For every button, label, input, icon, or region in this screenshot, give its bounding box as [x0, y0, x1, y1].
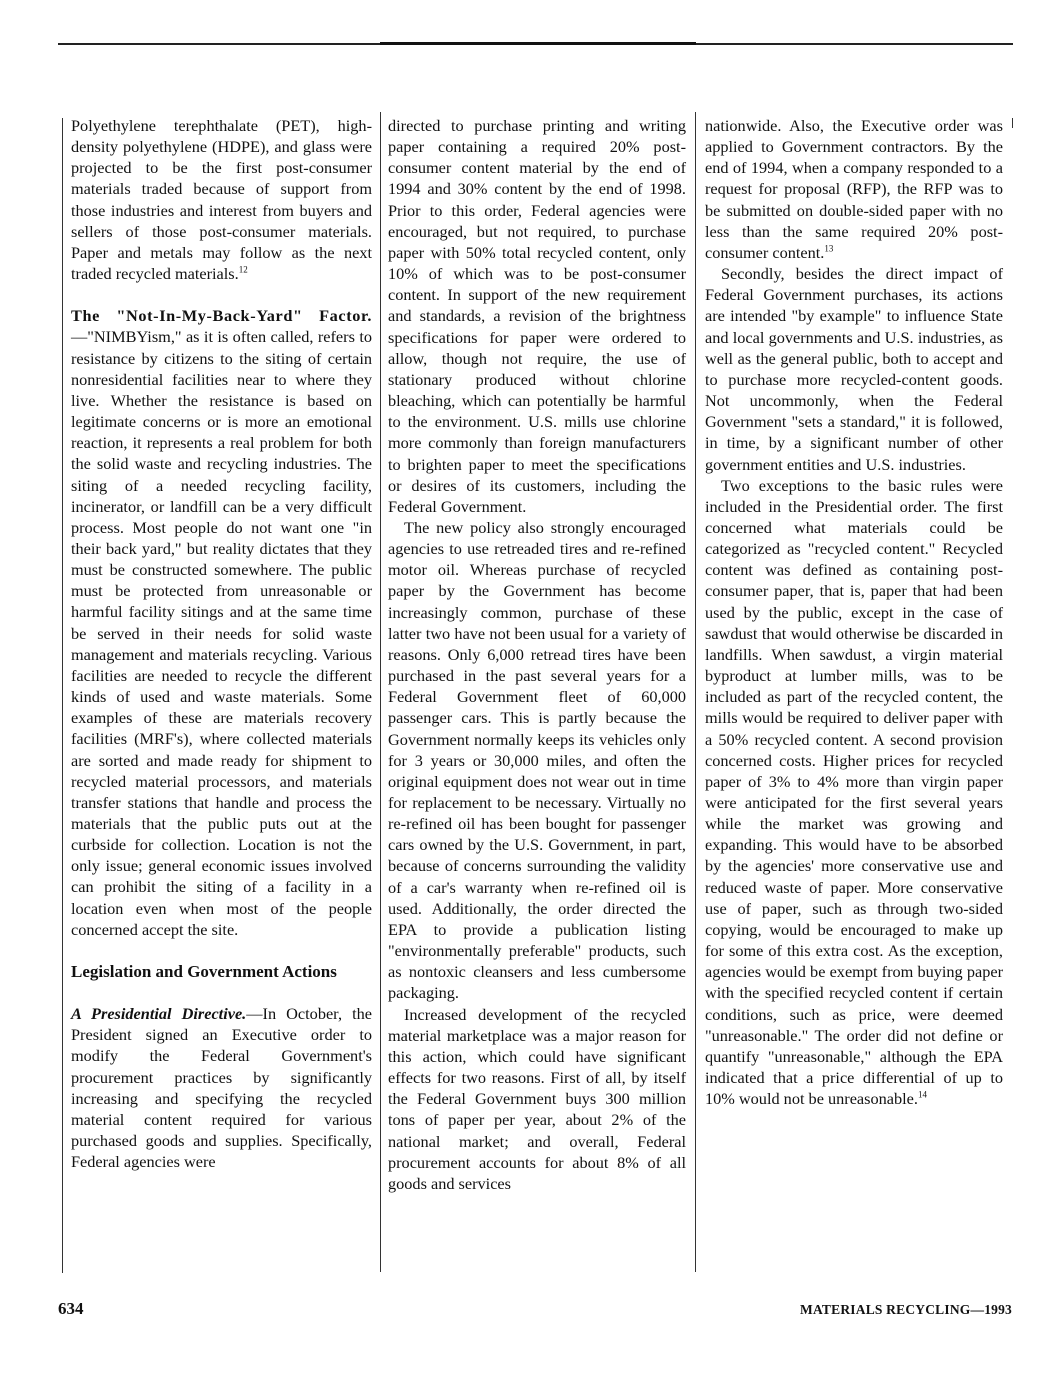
- section-title: Legislation and Government Actions: [71, 961, 337, 981]
- paragraph-marketplace: Increased development of the recycled material marketplace was a major reason for this action, which could have significant effects for two reasons. First of all, by itself the Federal Government buys 300 million tons of paper per year, about 2% of the national market; and overall, Federal procurement accounts for about 8% of all goods and services: [388, 1004, 686, 1193]
- directive-heading: A Presidential Directive.: [71, 1004, 247, 1024]
- column-1: [71, 115, 372, 1172]
- footnote-ref: 12: [238, 264, 248, 275]
- paragraph-contractors: nationwide. Also, the Executive order was applied to Government contractors. By the end of 1994, when a company responded to a request for proposal (RFP), the RFP was to be submitted on double-sided paper with no less than the same required 20% post-consumer content.$^{13}$: [705, 116, 1003, 262]
- column-divider-1: [380, 112, 381, 1272]
- column-3: [705, 115, 1003, 1109]
- paragraph-paper-content: directed to purchase printing and writing paper containing a required 20% post-consumer content material by the end of 1994 and 30% content by the end of 1998. Prior to this order, Federal agencies were encouraged, but not required, to purchase paper with 50% total recycled content, only 10% of which was to be post-consumer content. In support of the new requirement and standards, a revision of the brightness specifications for paper were ordered to allow, though not require, the use of stationary produced without chlorine bleaching, which can potentially be harmful to the environment. U.S. mills use chlorine more commonly than foreign manufacturers to brighten paper to meet the specifications or desires of its customers, including the Federal Government.: [388, 116, 686, 516]
- paragraph-nimby: [71, 305, 372, 940]
- column-divider-left: [62, 118, 63, 1273]
- paragraph-plastics-glass: Polyethylene terephthalate (PET), high-density polyethylene (HDPE), and glass were projected to be the first post-consumer materials traded because of support from those industries and interest from buyers and sellers of those post-consumer materials. Paper and metals may follow as the next traded recycled materials.$^{12}$: [71, 116, 372, 284]
- paragraph-by-example: Secondly, besides the direct impact of Federal Government purchases, its actions are intended "by example" to influence State and local governments and U.S. industries, as well as the general public, both to accept and to purchase more recycled-content goods. Not uncommonly, when the Federal Government "sets a standard," it is followed, in time, by a significant number of other government entities and U.S. industries.: [705, 264, 1003, 474]
- page-number: 634: [58, 1299, 84, 1318]
- paragraph-directive: [71, 1003, 372, 1172]
- nimby-heading: The "Not-In-My-Back-Yard" Factor.: [71, 306, 372, 326]
- column-divider-2: [695, 112, 696, 1272]
- column-2: [388, 115, 686, 1194]
- running-title: MATERIALS RECYCLING—1993: [800, 1302, 1012, 1317]
- footnote-ref: 14: [917, 1089, 927, 1100]
- column-divider-right: [1012, 118, 1013, 128]
- header-rule-accent: [380, 42, 696, 45]
- footnote-ref: 13: [824, 243, 834, 254]
- nimby-body: —"NIMBYism," as it is often called, refers to resistance by citizens to the siting of certain nonresidential facilities near to where they live. Whether the resistance is based on legitimate concerns or is more an emotional reaction, it represents a real problem for both the solid waste and recycling industries. The siting of a needed recycling facility, incinerator, or landfill can be a very difficult process. Most people do not want one "in their back yard," but reality dictates that they must be constructed somewhere. The public must be protected from unreasonable or harmful facility sitings and at the same time be served in their needs for solid waste management and materials recycling. Various facilities are needed to recycle the different kinds of used and waste materials. Some examples of these are materials recovery facilities (MRF's), where collected materials are sorted and made ready for shipment to recycled material processors, and materials transfer stations that handle and process the materials that the public puts out at the curbside for collection. Location is not the only issue; general economic issues involved can prohibit the siting of a facility in a location even when most of the people concerned accept the site.: [71, 327, 372, 939]
- paragraph-tires-oil: The new policy also strongly encouraged agencies to use retreaded tires and re-refined motor oil. Whereas purchase of recycled paper by the Government has become increasingly common, purchase of these latter two have not been usual for a variety of reasons. Only 6,000 retread tires have been purchased in the past several years for a Federal Government fleet of 60,000 passenger cars. This is partly because the Government normally keeps its vehicles only for 3 years or 30,000 miles, and often the original equipment does not wear out in time for replacement to be necessary. Virtually no re-refined oil has been bought for passenger cars owned by the U.S. Government, in part, because of concerns surrounding the validity of a car's warranty when re-refined oil is used. Additionally, the order directed the EPA to provide a publication listing "environmentally preferable" products, such as nontoxic cleansers and less cumbersome packaging.: [388, 517, 686, 1003]
- paragraph-exceptions: Two exceptions to the basic rules were included in the Presidential order. The first concerned what materials could be categorized as "recycled content." Recycled content was defined as containing post-consumer paper, that is, paper that had been used by the public, except in the case of sawdust that would otherwise be discarded in landfills. When sawdust, a virgin material byproduct at lumber mills, was to be included as part of the recycled content, the mills would be required to deliver paper with a 50% recycled content. A second provision concerned costs. Higher prices for recycled paper of 3% to 4% more than virgin paper were anticipated for the first several years while the market was growing and expanding. This would have to be absorbed by the agencies' more conservative use and reduced waste of paper. More conservative use of paper, such as through two-sided copying, would be encouraged to make up for some of this extra cost. As the exception, agencies would be exempt from buying paper with the specified recycled content if certain conditions, such as price, were deemed "unreasonable." The order did not define or quantify "unreasonable," although the EPA indicated that a price differential of up to 10% would not be unreasonable.$^{14}$: [705, 475, 1003, 1109]
- directive-body: —In October, the President signed an Executive order to modify the Federal Government's procurement practices by significantly increasing and specifying the recycled material content required for various purchased goods and supplies. Specifically, Federal agencies were: [71, 1004, 372, 1172]
